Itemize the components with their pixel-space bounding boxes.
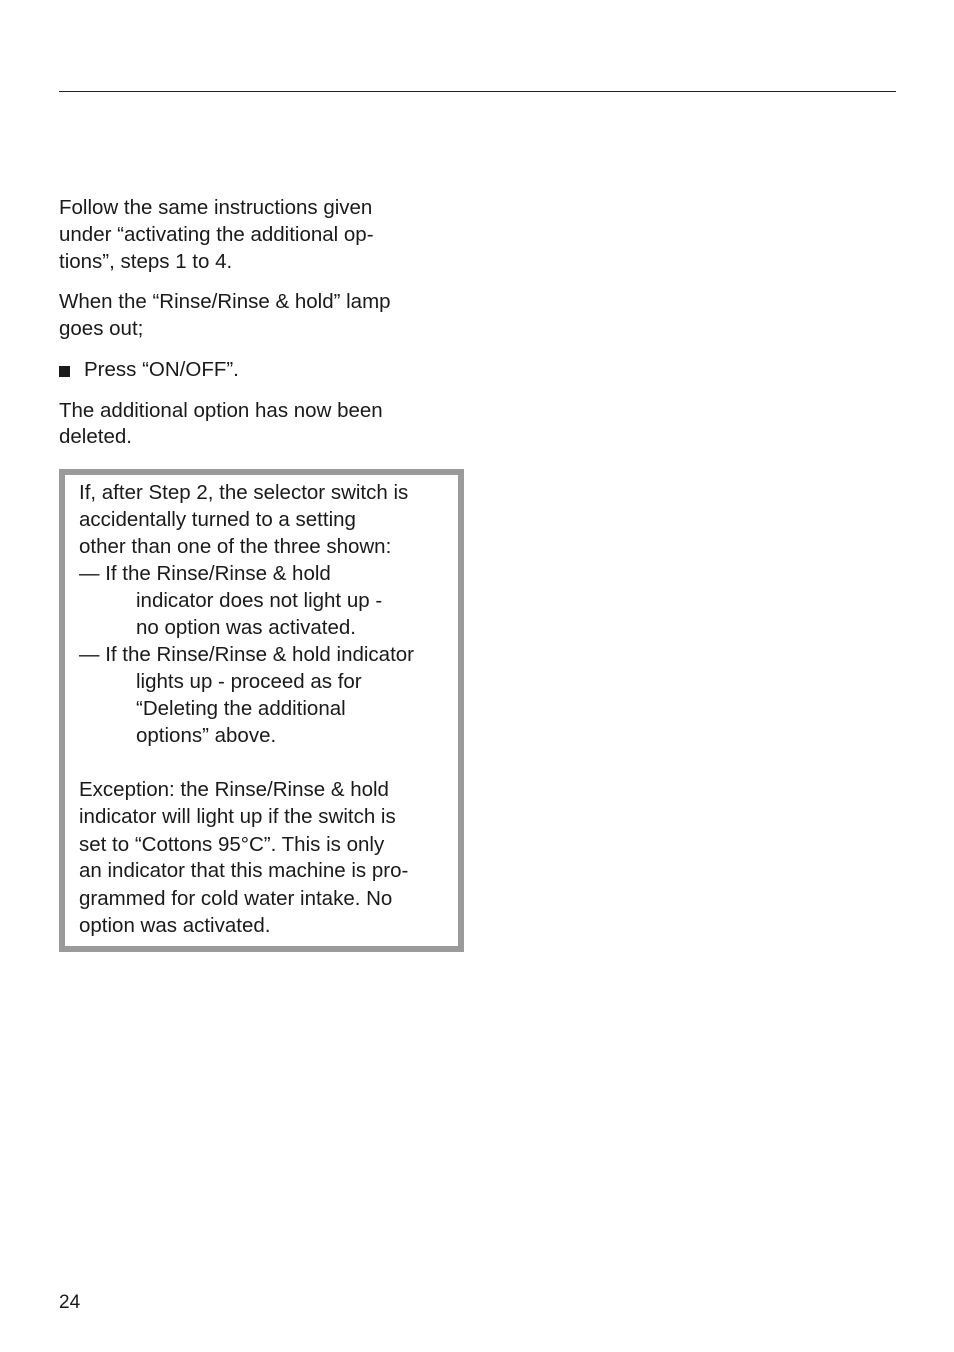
note-line: an indicator that this machine is pro- (79, 859, 409, 882)
result-line: deleted. (59, 425, 132, 448)
note-line: no option was activated. (136, 616, 356, 639)
note-line: “Deleting the additional (136, 697, 346, 720)
note-line: lights up - proceed as for (136, 670, 362, 693)
intro-line: Follow the same instructions given (59, 196, 373, 219)
condition-line: When the “Rinse/Rinse & hold” lamp (59, 290, 391, 313)
square-bullet-icon (59, 366, 70, 377)
intro-line: under “activating the additional op- (59, 223, 374, 246)
intro-line: tions”, steps 1 to 4. (59, 250, 233, 273)
note-line: Exception: the Rinse/Rinse & hold (79, 778, 389, 801)
note-line: other than one of the three shown: (79, 535, 392, 558)
note-line: — If the Rinse/Rinse & hold (79, 562, 331, 585)
note-line: set to “Cottons 95°C”. This is only (79, 833, 385, 856)
note-line: indicator does not light up - (136, 589, 383, 612)
note-line: indicator will light up if the switch is (79, 805, 396, 828)
note-line: If, after Step 2, the selector switch is (79, 481, 409, 504)
header-rule (59, 91, 896, 92)
note-line: accidentally turned to a setting (79, 508, 356, 531)
condition-line: goes out; (59, 317, 144, 340)
result-line: The additional option has now been (59, 399, 383, 422)
page-number: 24 (59, 1292, 81, 1313)
note-line: options” above. (136, 724, 277, 747)
step-text: Press “ON/OFF”. (84, 358, 239, 381)
note-box (59, 469, 464, 952)
note-line: option was activated. (79, 914, 271, 937)
note-line: grammed for cold water intake. No (79, 887, 393, 910)
note-line: — If the Rinse/Rinse & hold indicator (79, 643, 414, 666)
